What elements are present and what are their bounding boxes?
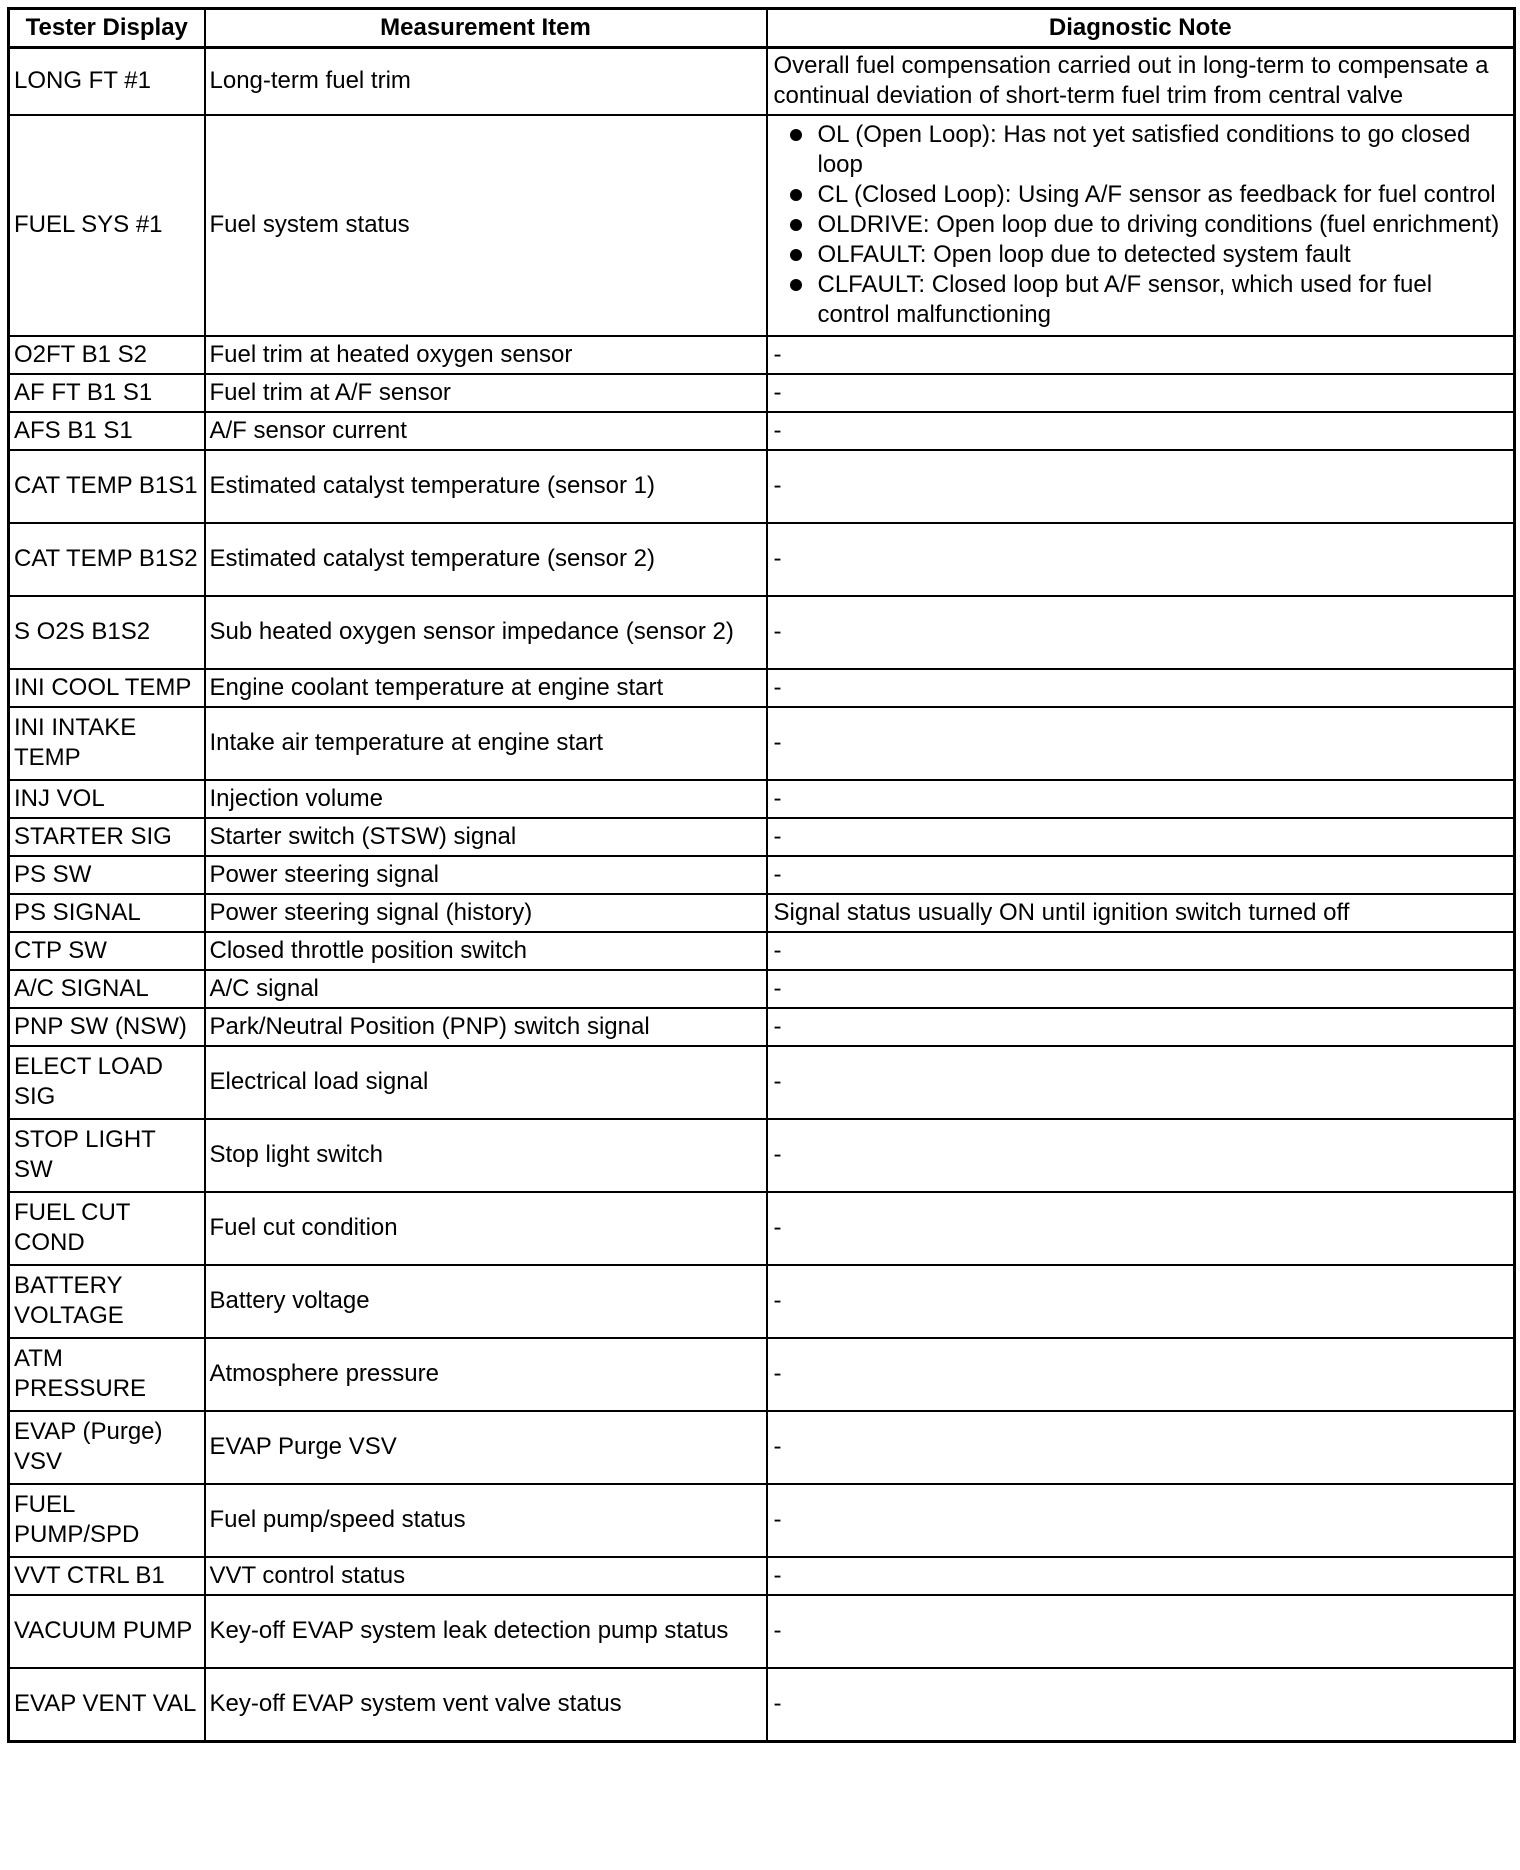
measurement-item-cell: Estimated catalyst temperature (sensor 1) <box>205 450 767 523</box>
measurement-item-cell: Injection volume <box>205 780 767 818</box>
tester-display-cell: FUEL SYS #1 <box>9 115 205 336</box>
tester-display-cell: EVAP VENT VAL <box>9 1668 205 1742</box>
measurement-item-cell: Closed throttle position switch <box>205 932 767 970</box>
tester-display-cell: ELECT LOAD SIG <box>9 1046 205 1119</box>
bullet-icon <box>790 279 802 291</box>
data-list-table <box>7 7 1516 1743</box>
list-item-text: OLFAULT: Open loop due to detected system fault <box>817 241 1351 268</box>
diagnostic-note-cell: - <box>767 1668 1515 1742</box>
diagnostic-note-cell: - <box>767 1411 1515 1484</box>
measurement-item-cell: Fuel trim at heated oxygen sensor <box>205 336 767 374</box>
table-row <box>9 523 1515 596</box>
tester-display-cell: STOP LIGHT SW <box>9 1119 205 1192</box>
diagnostic-note-cell: - <box>767 1595 1515 1668</box>
list-item <box>774 270 1510 330</box>
list-item-text: OL (Open Loop): Has not yet satisfied conditions to go closed loop <box>817 121 1471 178</box>
table-row <box>9 932 1515 970</box>
tester-display-cell: VVT CTRL B1 <box>9 1557 205 1595</box>
measurement-item-cell: A/C signal <box>205 970 767 1008</box>
table-row <box>9 780 1515 818</box>
diagnostic-note-cell: - <box>767 523 1515 596</box>
measurement-item-cell: Engine coolant temperature at engine start <box>205 669 767 707</box>
measurement-item-cell: Power steering signal <box>205 856 767 894</box>
table-header-row <box>9 9 1515 48</box>
diagnostic-note-cell: - <box>767 1484 1515 1557</box>
column-header-measurement-item: Measurement Item <box>205 9 767 48</box>
table-row <box>9 1119 1515 1192</box>
tester-display-cell: EVAP (Purge) VSV <box>9 1411 205 1484</box>
diagnostic-note-cell <box>767 115 1515 336</box>
table-row <box>9 1265 1515 1338</box>
diagnostic-note-cell: Signal status usually ON until ignition switch turned off <box>767 894 1515 932</box>
table-row <box>9 856 1515 894</box>
measurement-item-cell: Starter switch (STSW) signal <box>205 818 767 856</box>
measurement-item-cell: Park/Neutral Position (PNP) switch signal <box>205 1008 767 1046</box>
table-row <box>9 1046 1515 1119</box>
diagnostic-note-cell: - <box>767 1046 1515 1119</box>
tester-display-cell: S O2S B1S2 <box>9 596 205 669</box>
table-row <box>9 412 1515 450</box>
measurement-item-cell: Long-term fuel trim <box>205 48 767 116</box>
measurement-item-cell: Key-off EVAP system vent valve status <box>205 1668 767 1742</box>
measurement-item-cell: Fuel cut condition <box>205 1192 767 1265</box>
measurement-item-cell: Power steering signal (history) <box>205 894 767 932</box>
table-row <box>9 1595 1515 1668</box>
list-item-text: CL (Closed Loop): Using A/F sensor as feedback for fuel control <box>817 181 1496 208</box>
measurement-item-cell: Fuel trim at A/F sensor <box>205 374 767 412</box>
diagnostic-note-cell: - <box>767 856 1515 894</box>
tester-display-cell: CAT TEMP B1S1 <box>9 450 205 523</box>
diagnostic-note-cell: Overall fuel compensation carried out in long-term to compensate a continual deviation of short-term fuel trim from central valve <box>767 48 1515 116</box>
tester-display-cell: PS SIGNAL <box>9 894 205 932</box>
bullet-icon <box>790 189 802 201</box>
bullet-icon <box>790 219 802 231</box>
diagnostic-note-cell: - <box>767 818 1515 856</box>
measurement-item-cell: Battery voltage <box>205 1265 767 1338</box>
tester-display-cell: CAT TEMP B1S2 <box>9 523 205 596</box>
diagnostic-note-cell: - <box>767 970 1515 1008</box>
tester-display-cell: STARTER SIG <box>9 818 205 856</box>
list-item <box>774 120 1510 180</box>
measurement-item-cell: Key-off EVAP system leak detection pump status <box>205 1595 767 1668</box>
diagnostic-note-cell: - <box>767 1192 1515 1265</box>
diagnostic-note-cell: - <box>767 707 1515 780</box>
table-row <box>9 336 1515 374</box>
column-header-diagnostic-note: Diagnostic Note <box>767 9 1515 48</box>
table-row <box>9 374 1515 412</box>
tester-display-cell: AFS B1 S1 <box>9 412 205 450</box>
column-header-tester-display: Tester Display <box>9 9 205 48</box>
bullet-icon <box>790 129 802 141</box>
diagnostic-note-cell: - <box>767 669 1515 707</box>
table-row <box>9 1557 1515 1595</box>
measurement-item-cell: Intake air temperature at engine start <box>205 707 767 780</box>
tester-display-cell: A/C SIGNAL <box>9 970 205 1008</box>
diagnostic-note-cell: - <box>767 412 1515 450</box>
tester-display-cell: PS SW <box>9 856 205 894</box>
tester-display-cell: FUEL CUT COND <box>9 1192 205 1265</box>
measurement-item-cell: Atmosphere pressure <box>205 1338 767 1411</box>
tester-display-cell: LONG FT #1 <box>9 48 205 116</box>
table-row <box>9 894 1515 932</box>
table-row <box>9 48 1515 116</box>
diagnostic-note-cell: - <box>767 1557 1515 1595</box>
measurement-item-cell: Estimated catalyst temperature (sensor 2) <box>205 523 767 596</box>
table-row <box>9 707 1515 780</box>
diagnostic-note-cell: - <box>767 374 1515 412</box>
diagnostic-note-cell: - <box>767 932 1515 970</box>
diagnostic-note-cell: - <box>767 780 1515 818</box>
diagnostic-note-cell: - <box>767 450 1515 523</box>
diagnostic-note-cell: - <box>767 1008 1515 1046</box>
table-row <box>9 818 1515 856</box>
tester-display-cell: INI INTAKE TEMP <box>9 707 205 780</box>
table-row <box>9 596 1515 669</box>
fuel-system-status-list <box>774 120 1510 330</box>
measurement-item-cell: Fuel pump/speed status <box>205 1484 767 1557</box>
measurement-item-cell: EVAP Purge VSV <box>205 1411 767 1484</box>
measurement-item-cell: VVT control status <box>205 1557 767 1595</box>
table-row <box>9 1411 1515 1484</box>
diagnostic-table-page <box>7 7 1513 1743</box>
tester-display-cell: FUEL PUMP/SPD <box>9 1484 205 1557</box>
tester-display-cell: INJ VOL <box>9 780 205 818</box>
tester-display-cell: PNP SW (NSW) <box>9 1008 205 1046</box>
tester-display-cell: VACUUM PUMP <box>9 1595 205 1668</box>
tester-display-cell: INI COOL TEMP <box>9 669 205 707</box>
measurement-item-cell: Electrical load signal <box>205 1046 767 1119</box>
measurement-item-cell: Sub heated oxygen sensor impedance (sensor 2) <box>205 596 767 669</box>
table-row <box>9 1192 1515 1265</box>
list-item <box>774 210 1510 240</box>
tester-display-cell: BATTERY VOLTAGE <box>9 1265 205 1338</box>
table-row <box>9 450 1515 523</box>
list-item-text: OLDRIVE: Open loop due to driving conditions (fuel enrichment) <box>817 211 1500 238</box>
table-row <box>9 115 1515 336</box>
table-row <box>9 1668 1515 1742</box>
table-row <box>9 1484 1515 1557</box>
table-row <box>9 970 1515 1008</box>
table-row <box>9 669 1515 707</box>
measurement-item-cell: Fuel system status <box>205 115 767 336</box>
list-item <box>774 180 1510 210</box>
measurement-item-cell: Stop light switch <box>205 1119 767 1192</box>
list-item-text: CLFAULT: Closed loop but A/F sensor, which used for fuel control malfunctioning <box>817 271 1433 328</box>
tester-display-cell: AF FT B1 S1 <box>9 374 205 412</box>
measurement-item-cell: A/F sensor current <box>205 412 767 450</box>
bullet-icon <box>790 249 802 261</box>
tester-display-cell: O2FT B1 S2 <box>9 336 205 374</box>
diagnostic-note-cell: - <box>767 1338 1515 1411</box>
diagnostic-note-cell: - <box>767 336 1515 374</box>
list-item <box>774 240 1510 270</box>
tester-display-cell: ATM PRESSURE <box>9 1338 205 1411</box>
tester-display-cell: CTP SW <box>9 932 205 970</box>
table-row <box>9 1338 1515 1411</box>
diagnostic-note-cell: - <box>767 1119 1515 1192</box>
table-row <box>9 1008 1515 1046</box>
diagnostic-note-cell: - <box>767 596 1515 669</box>
diagnostic-note-cell: - <box>767 1265 1515 1338</box>
